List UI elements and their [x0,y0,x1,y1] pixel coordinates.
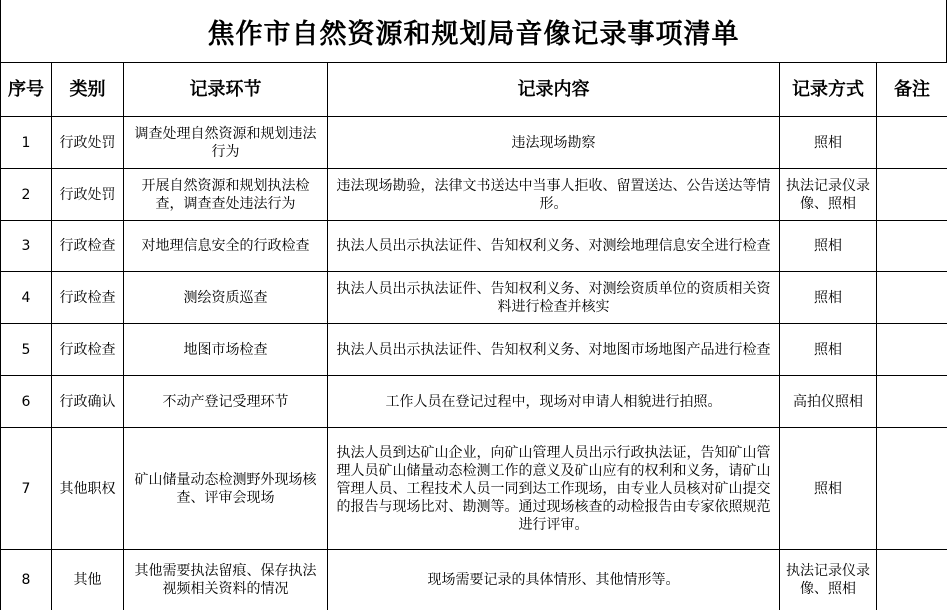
cell-seq: 7 [1,428,52,550]
table-row [1,169,947,221]
cell-stage: 测绘资质巡查 [124,272,328,324]
table-row [1,428,947,550]
header-stage: 记录环节 [124,63,328,117]
header-remark: 备注 [877,63,947,117]
cell-content: 工作人员在登记过程中，现场对申请人相貌进行拍照。 [328,376,780,428]
cell-category: 行政处罚 [52,169,124,221]
cell-remark [877,169,947,221]
cell-category: 其他 [52,550,124,610]
cell-method: 高拍仪照相 [780,376,877,428]
cell-content: 现场需要记录的具体情形、其他情形等。 [328,550,780,610]
cell-method: 照相 [780,324,877,376]
cell-seq: 2 [1,169,52,221]
cell-method: 照相 [780,272,877,324]
cell-remark [877,376,947,428]
header-category: 类别 [52,63,124,117]
cell-seq: 8 [1,550,52,610]
cell-seq: 6 [1,376,52,428]
cell-category: 行政检查 [52,272,124,324]
cell-remark [877,324,947,376]
cell-category: 其他职权 [52,428,124,550]
table-row [1,376,947,428]
cell-stage: 矿山储量动态检测野外现场核查、评审会现场 [124,428,328,550]
cell-remark [877,221,947,272]
table-row [1,324,947,376]
table-row [1,117,947,169]
cell-category: 行政检查 [52,324,124,376]
cell-method: 执法记录仪录像、照相 [780,169,877,221]
cell-stage: 开展自然资源和规划执法检查，调查查处违法行为 [124,169,328,221]
cell-content: 违法现场勘察 [328,117,780,169]
records-table [0,62,947,610]
cell-method: 照相 [780,428,877,550]
cell-content: 执法人员出示执法证件、告知权利义务、对地图市场地图产品进行检查 [328,324,780,376]
cell-category: 行政确认 [52,376,124,428]
cell-seq: 4 [1,272,52,324]
cell-method: 照相 [780,221,877,272]
cell-content: 违法现场勘验，法律文书送达中当事人拒收、留置送达、公告送达等情形。 [328,169,780,221]
cell-stage: 调查处理自然资源和规划违法行为 [124,117,328,169]
cell-method: 照相 [780,117,877,169]
cell-category: 行政检查 [52,221,124,272]
cell-stage: 对地理信息安全的行政检查 [124,221,328,272]
header-method: 记录方式 [780,63,877,117]
cell-seq: 5 [1,324,52,376]
cell-seq: 3 [1,221,52,272]
cell-method: 执法记录仪录像、照相 [780,550,877,610]
cell-remark [877,272,947,324]
cell-category: 行政处罚 [52,117,124,169]
cell-stage: 不动产登记受理环节 [124,376,328,428]
table-row [1,550,947,610]
cell-content: 执法人员出示执法证件、告知权利义务、对测绘资质单位的资质相关资料进行检查并核实 [328,272,780,324]
cell-seq: 1 [1,117,52,169]
table-row [1,272,947,324]
table-row [1,221,947,272]
cell-remark [877,428,947,550]
cell-stage: 地图市场检查 [124,324,328,376]
cell-remark [877,550,947,610]
cell-stage: 其他需要执法留痕、保存执法视频相关资料的情况 [124,550,328,610]
header-content: 记录内容 [328,63,780,117]
cell-content: 执法人员出示执法证件、告知权利义务、对测绘地理信息安全进行检查 [328,221,780,272]
cell-remark [877,117,947,169]
page-title: 焦作市自然资源和规划局音像记录事项清单 [0,0,947,62]
table-header-row [1,63,947,117]
header-seq: 序号 [1,63,52,117]
cell-content: 执法人员到达矿山企业，向矿山管理人员出示行政执法证，告知矿山管理人员矿山储量动态检测工作的意义及矿山应有的权利和义务，请矿山管理人员、工程技术人员一同到达工作现场，由专业人员核对矿山提交的报告与现场比对、勘测等。通过现场核查的动检报告由专家依照规范进行评审。 [328,428,780,550]
